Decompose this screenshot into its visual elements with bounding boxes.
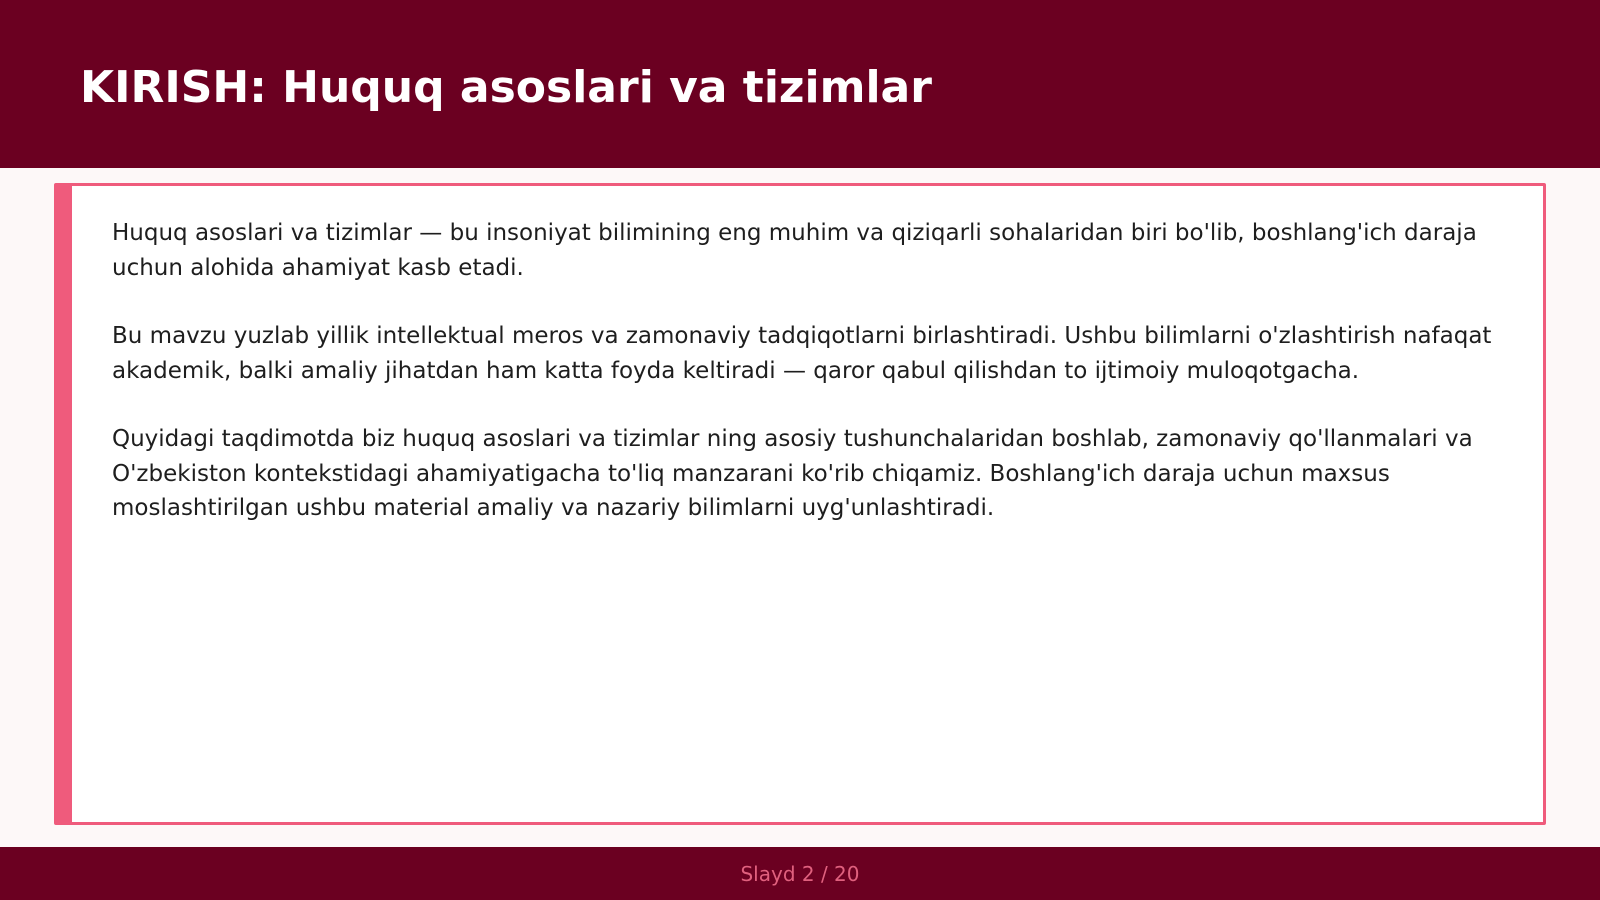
slide-title: KIRISH: Huquq asoslari va tizimlar — [80, 62, 932, 113]
slide-footer — [0, 847, 1600, 900]
slide-header — [0, 0, 1600, 168]
slide-number: Slayd 2 / 20 — [740, 862, 860, 886]
body-text — [112, 216, 1502, 560]
heritage-paragraph: Bu mavzu yuzlab yillik intellektual meros va zamonaviy tadqiqotlarni birlashtiradi. Ushbu bilimlarni o'zlashtirish nafaqat akademik, balki amaliy jihatdan ham katta foyda keltiradi — qaror qabul qilishdan to ijtimoiy muloqotgacha. — [112, 323, 1492, 384]
overview-paragraph: Quyidagi taqdimotda biz huquq asoslari va tizimlar ning asosiy tushunchalaridan boshlab, zamonaviy qo'llanmalari va O'zbekiston kontekstidagi ahamiyatigacha to'liq manzarani ko'rib chiqamiz. Boshlang'ich daraja uchun maxsus moslashtirilgan ushbu material amaliy va nazariy bilimlarni uyg'unlashtiradi. — [112, 426, 1473, 521]
content-card — [54, 183, 1546, 825]
intro-paragraph: Huquq asoslari va tizimlar — bu insoniyat bilimining eng muhim va qiziqarli sohalaridan biri bo'lib, boshlang'ich daraja uchun alohida ahamiyat kasb etadi. — [112, 220, 1477, 281]
